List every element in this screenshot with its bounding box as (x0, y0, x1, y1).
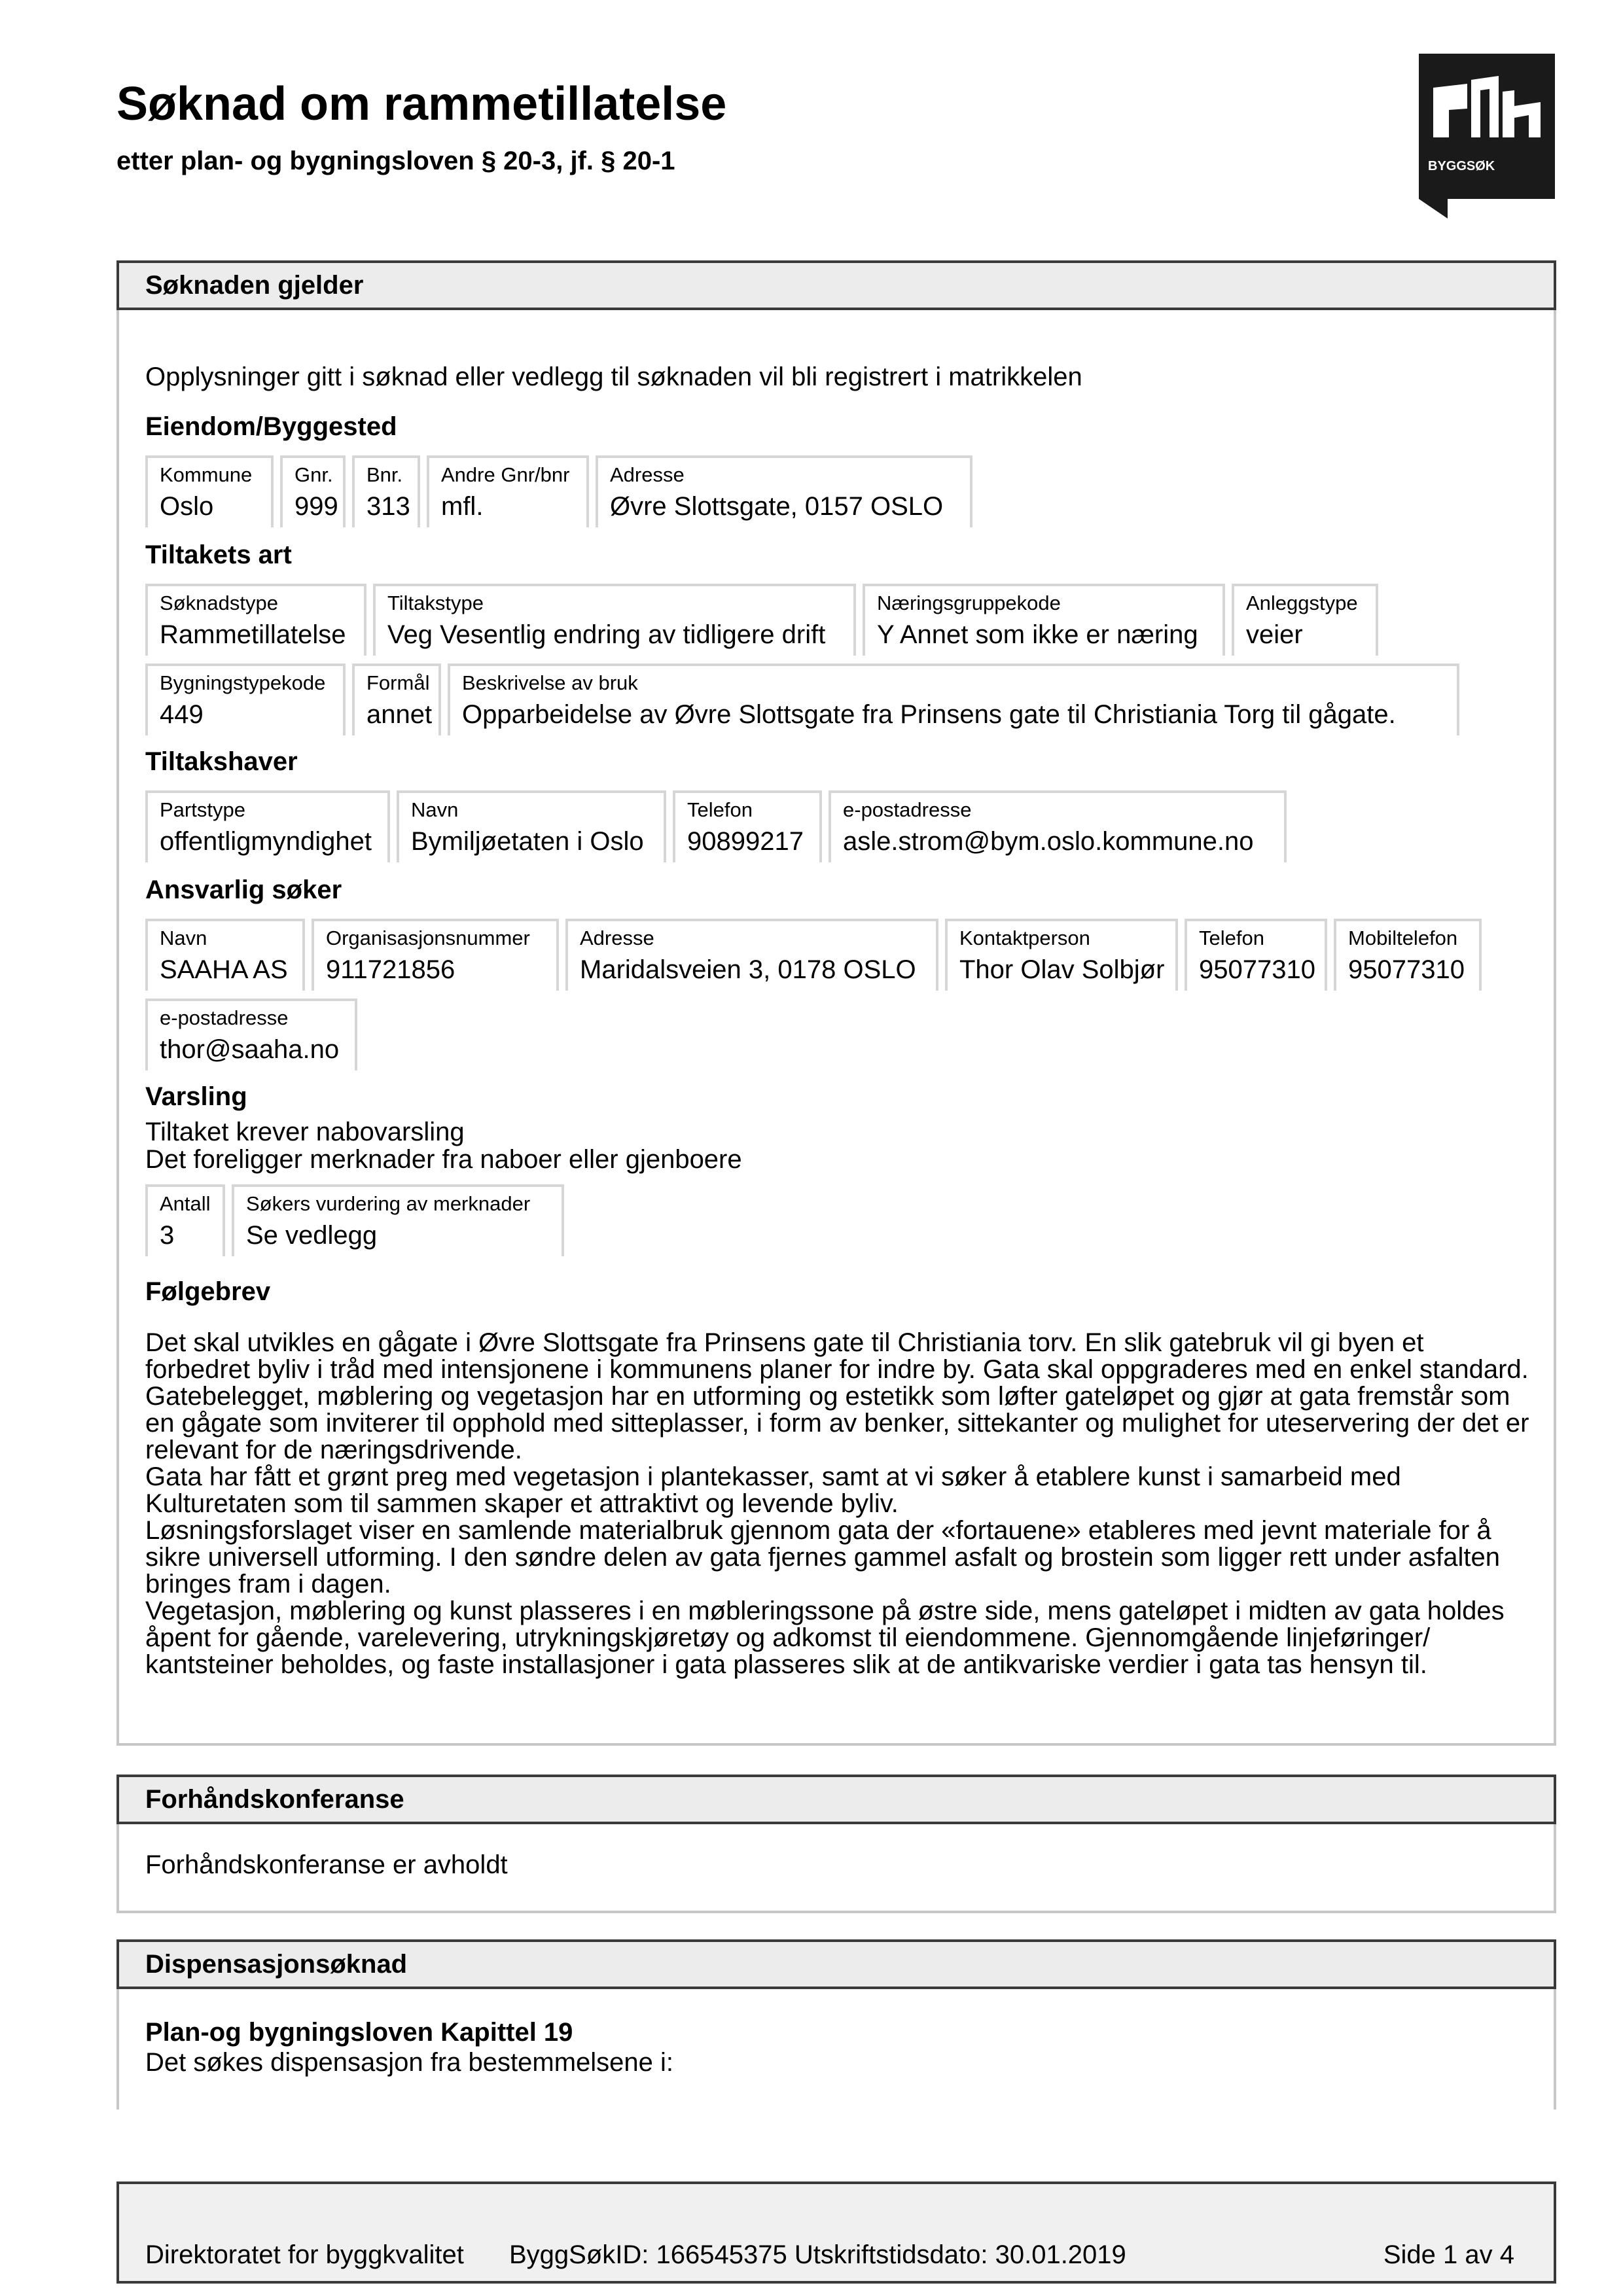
field-tiltakshaver-navn: Navn Bymiljøetaten i Oslo (397, 790, 666, 862)
section-dispensasjon (116, 1939, 1556, 2096)
field-adresse: Adresse Øvre Slottsgate, 0157 OSLO (596, 455, 972, 527)
page-footer (116, 2181, 1556, 2284)
field-tiltakshaver-telefon: Telefon 90899217 (673, 790, 822, 862)
field-formal: Formål annet (352, 663, 441, 735)
field-anleggstype: Anleggstype veier (1232, 584, 1378, 656)
varsling-line-1: Tiltaket krever nabovarsling (145, 1118, 465, 1146)
field-tiltakstype: Tiltakstype Veg Vesentlig endring av tidligere drift (373, 584, 856, 656)
page-title: Søknad om rammetillatelse (116, 78, 727, 130)
logo-text: BYGGSØK (1428, 159, 1495, 173)
field-kommune: Kommune Oslo (145, 455, 274, 527)
field-antall: Antall 3 (145, 1184, 225, 1256)
forhandskonferanse-text: Forhåndskonferanse er avholdt (145, 1850, 508, 1879)
field-soker-epost: e-postadresse thor@saaha.no (145, 998, 357, 1070)
fields-ansvarlig-soker-2 (145, 998, 364, 1070)
dispensasjon-subtitle: Plan-og bygningsloven Kapittel 19 (145, 2018, 573, 2047)
fields-tiltakets-art-1 (145, 584, 1385, 656)
section-heading: Dispensasjonsøknad (116, 1939, 1556, 1989)
field-andre-gnr-bnr: Andre Gnr/bnr mfl. (427, 455, 589, 527)
folgebrev-paragraph: Løsningsforslaget viser en samlende materialbruk gjennom gata der «fortauene» etableres med jevnt materiale for å sikre universell utforming. I den søndre delen av gata fjernes gammel asfalt og brostein som ligger rett under asfalten bringes fram i dagen. (145, 1516, 1500, 1598)
folgebrev-paragraph: Vegetasjon, møblering og kunst plasseres i en møbleringssone på østre side, mens gateløpet i midten av gata holdes åpent for gående, varelevering, utrykningskjøretøy og adkomst til eiendommene. Gjennomgående linjeføringer/ kantsteiner beholdes, og faste installasjoner i gata plasseres slik at de antikvariske verdier i gata tas hensyn til. (145, 1597, 1505, 1679)
section-continuation (116, 2096, 1556, 2110)
field-bygningstypekode: Bygningstypekode 449 (145, 663, 346, 735)
folgebrev-paragraph: Gata har fått et grønt preg med vegetasjon i plantekasser, samt at vi søker å etablere kunst i samarbeid med Kulturetaten som til sammen skaper et attraktivt og levende byliv. (145, 1462, 1401, 1518)
group-title-eiendom: Eiendom/Byggested (145, 412, 397, 441)
folgebrev-paragraph: Det skal utvikles en gågate i Øvre Slottsgate fra Prinsens gate til Christiania torv. En slik gatebruk vil gi byen et forbedret byliv i tråd med intensjonene i kommunens planer for indre by. Gata skal oppgraderes med en enkel standard. Gatebelegget, møblering og vegetasjon har en utforming og estetikk som løfter gateløpet og gjør at gata fremstår som en gågate som inviterer til opphold med sitteplasser, i form av benker, sittekanter og mulighet for uteservering der det er relevant for de næringsdrivende. (145, 1328, 1529, 1464)
field-soker-telefon: Telefon 95077310 (1185, 919, 1327, 991)
fields-ansvarlig-soker-1 (145, 919, 1488, 991)
field-organisasjonsnummer: Organisasjonsnummer 911721856 (312, 919, 559, 991)
field-soknadstype: Søknadstype Rammetillatelse (145, 584, 366, 656)
fields-tiltakets-art-2 (145, 663, 1466, 735)
section-soknaden-gjelder (116, 260, 1556, 1746)
dispensasjon-text: Det søkes dispensasjon fra bestemmelsene i: (145, 2048, 674, 2077)
field-bnr: Bnr. 313 (352, 455, 420, 527)
field-soker-navn: Navn SAAHA AS (145, 919, 305, 991)
field-naeringsgruppekode: Næringsgruppekode Y Annet som ikke er næring (863, 584, 1225, 656)
field-sokers-vurdering: Søkers vurdering av merknader Se vedlegg (232, 1184, 564, 1256)
fields-eiendom (145, 455, 979, 527)
field-soker-adresse: Adresse Maridalsveien 3, 0178 OSLO (565, 919, 938, 991)
group-title-tiltakets-art: Tiltakets art (145, 540, 292, 569)
section-heading: Forhåndskonferanse (116, 1775, 1556, 1824)
group-title-ansvarlig-soker: Ansvarlig søker (145, 875, 342, 904)
footer-organization: Direktoratet for byggkvalitet (145, 2240, 464, 2269)
footer-byggsok-id: ByggSøkID: 166545375 Utskriftstidsdato: 30.01.2019 (509, 2240, 1126, 2269)
folgebrev-text (145, 1330, 1533, 1678)
field-gnr: Gnr. 999 (280, 455, 346, 527)
intro-text: Opplysninger gitt i søknad eller vedlegg til søknaden vil bli registrert i matrikkelen (145, 362, 1082, 391)
byggsok-logo (1419, 54, 1555, 219)
section-heading: Søknaden gjelder (116, 260, 1556, 310)
field-partstype: Partstype offentligmyndighet (145, 790, 390, 862)
field-mobiltelefon: Mobiltelefon 95077310 (1334, 919, 1482, 991)
footer-page-number: Side 1 av 4 (1383, 2240, 1514, 2269)
field-tiltakshaver-epost: e-postadresse asle.strom@bym.oslo.kommune.no (829, 790, 1287, 862)
group-title-varsling: Varsling (145, 1082, 247, 1111)
group-title-tiltakshaver: Tiltakshaver (145, 747, 298, 776)
field-beskrivelse-av-bruk: Beskrivelse av bruk Opparbeidelse av Øvre Slottsgate fra Prinsens gate til Christiania Torg til gågate. (448, 663, 1459, 735)
group-title-folgebrev: Følgebrev (145, 1277, 271, 1306)
field-kontaktperson: Kontaktperson Thor Olav Solbjør (945, 919, 1178, 991)
fields-tiltakshaver (145, 790, 1293, 862)
fields-varsling (145, 1184, 571, 1256)
varsling-line-2: Det foreligger merknader fra naboer eller gjenboere (145, 1145, 742, 1174)
section-forhandskonferanse (116, 1775, 1556, 1913)
page-subtitle: etter plan- og bygningsloven § 20-3, jf. § 20-1 (116, 147, 675, 175)
